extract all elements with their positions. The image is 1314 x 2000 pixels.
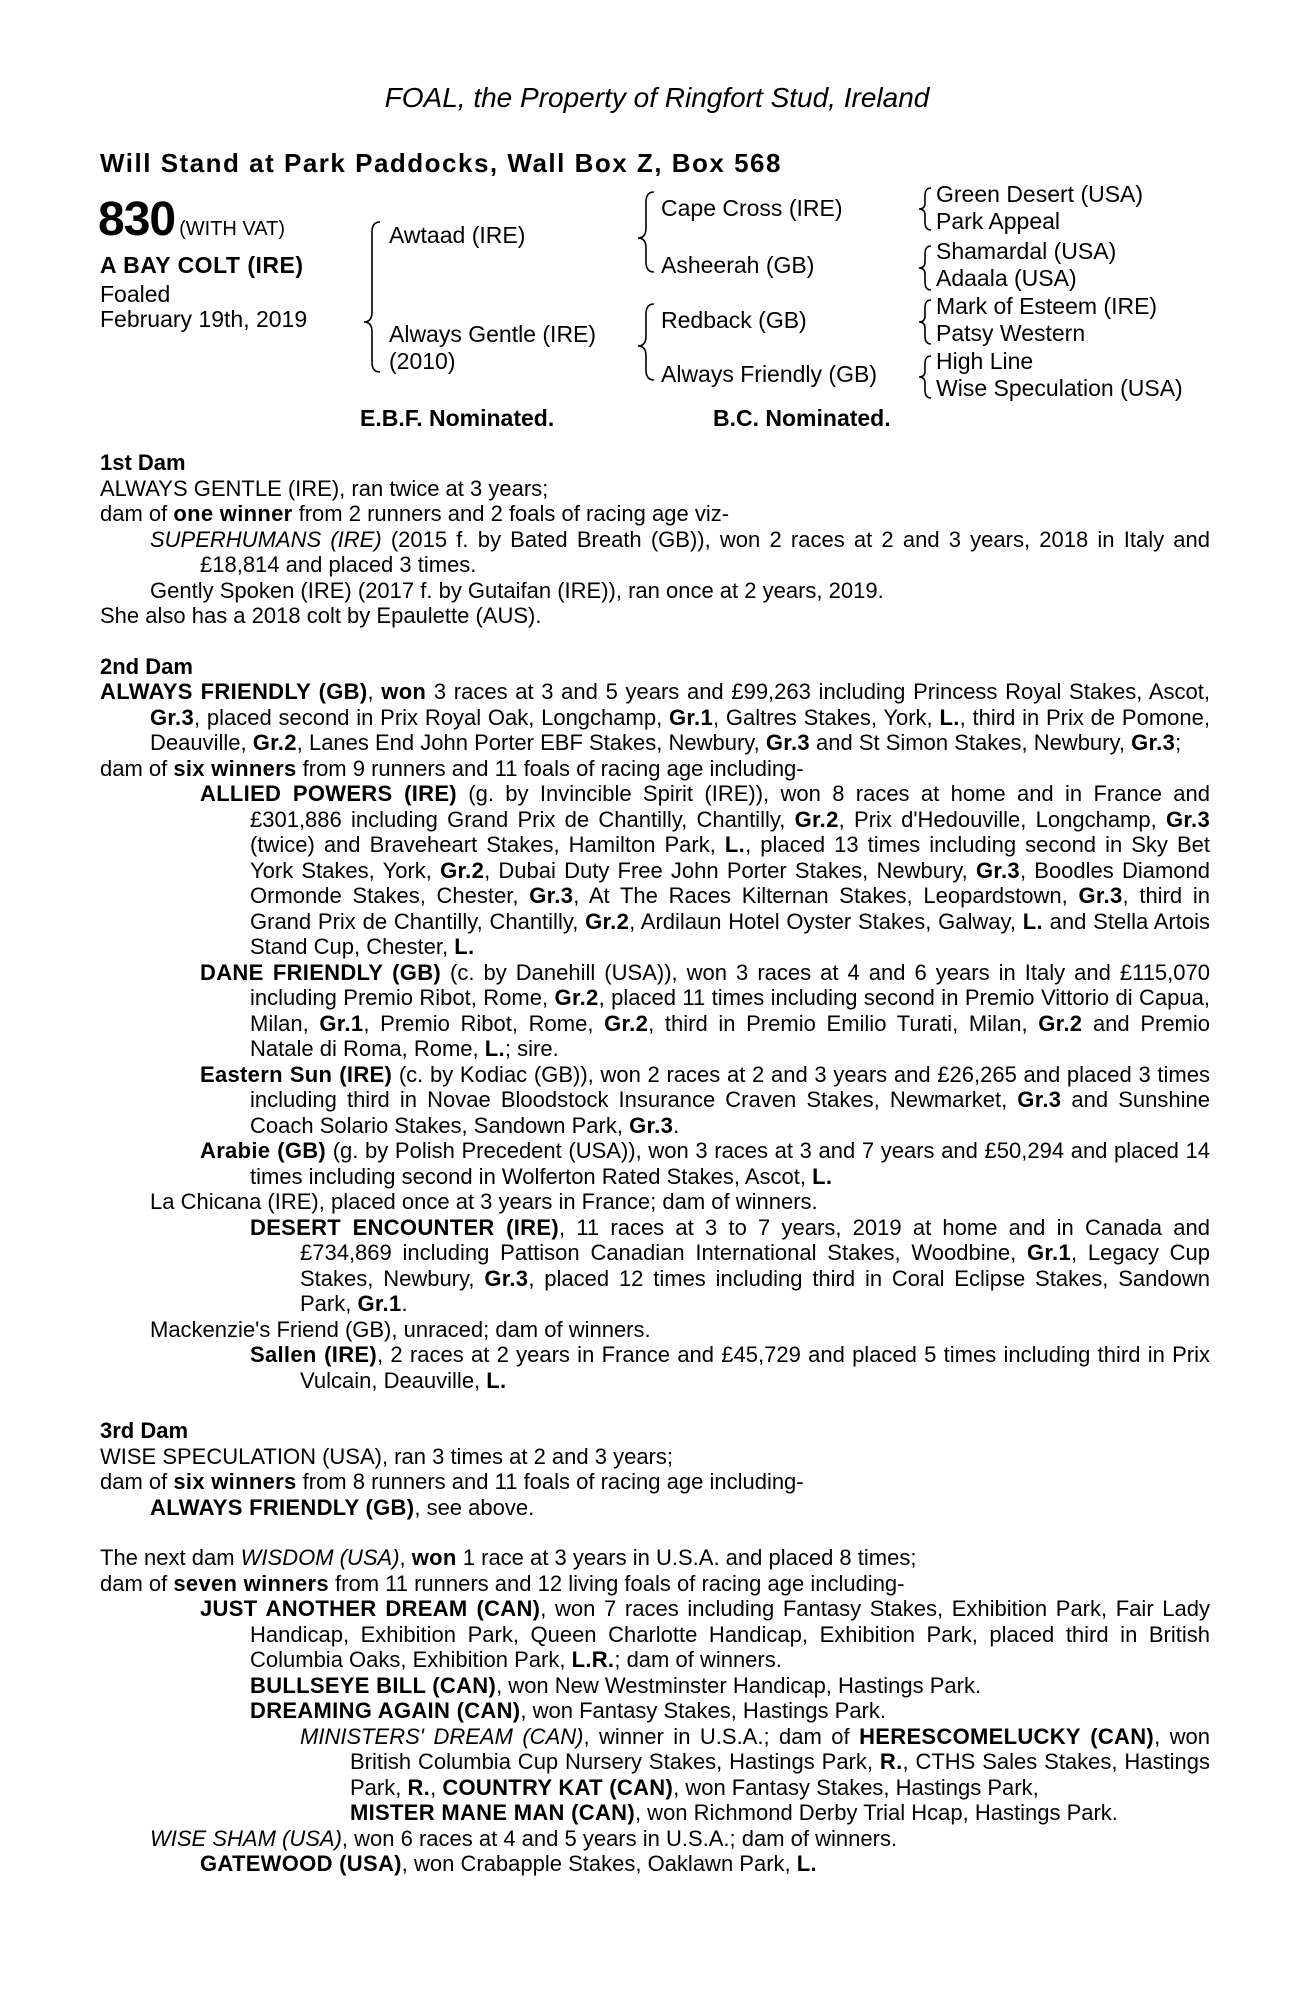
pedigree-dam-dam: Always Friendly (GB) bbox=[661, 361, 877, 387]
pedigree-g3-3: Shamardal (USA) bbox=[936, 238, 1117, 264]
produce-gently-spoken: Gently Spoken (IRE) (2017 f. by Gutaifan (IRE)), ran once at 2 years, 2019. bbox=[150, 577, 884, 603]
foaled-label: Foaled bbox=[100, 281, 171, 307]
pedigree-sire: Awtaad (IRE) bbox=[389, 222, 526, 248]
dam-details bbox=[100, 450, 1210, 1877]
third-dam-always-friendly: ALWAYS FRIENDLY (GB), see above. bbox=[150, 1494, 535, 1520]
pedigree-sire-dam: Asheerah (GB) bbox=[661, 252, 815, 278]
foaled-date: February 19th, 2019 bbox=[100, 306, 308, 332]
pedigree-g3-4: Adaala (USA) bbox=[936, 265, 1077, 291]
produce-wise-sham: WISE SHAM (USA), won 6 races at 4 and 5 years in U.S.A.; dam of winners. bbox=[150, 1825, 898, 1851]
pedigree-g3-7: High Line bbox=[936, 348, 1034, 374]
produce-bullseye-bill: BULLSEYE BILL (CAN), won New Westminster Handicap, Hastings Park. bbox=[250, 1672, 982, 1698]
pedigree-dam: Always Gentle (IRE) bbox=[389, 321, 597, 347]
pedigree-g3-1: Green Desert (USA) bbox=[936, 181, 1144, 207]
first-dam-heading: 1st Dam bbox=[100, 450, 186, 475]
produce-allied-powers: ALLIED POWERS (IRE) (g. by Invincible Spirit (IRE)), won 8 races at home and in France and £301,886 including Grand Prix de Chantilly, Chantilly, Gr.2, Prix d'Hedouville, Longchamp, Gr.3 (twice) and Braveheart Stakes, Hamilton Park, L., placed 13 times including second in Sky Bet York Stakes, York, Gr.2, Dubai Duty Free John Porter Stakes, Newbury, Gr.3, Boodles Diamond Ormonde Stakes, Chester, Gr.3, At The Races Kilternan Stakes, Leopardstown, Gr.3, third in Grand Prix de Chantilly, Chantilly, Gr.2, Ardilaun Hotel Oyster Stakes, Galway, L. and Stella Artois Stand Cup, Chester, L. bbox=[200, 781, 1211, 959]
produce-arabie: Arabie (GB) (g. by Polish Precedent (USA)), won 3 races at 3 and 7 years and £50,294 and placed 14 times including second in Wolferton Rated Stakes, Ascot, L. bbox=[200, 1138, 1210, 1189]
pedigree-g3-6: Patsy Western bbox=[936, 320, 1086, 346]
stand-location: Will Stand at Park Paddocks, Wall Box Z, Box 568 bbox=[100, 148, 782, 178]
second-dam-heading: 2nd Dam bbox=[100, 653, 193, 679]
produce-superhumans: SUPERHUMANS (IRE) (2015 f. by Bated Breath (GB)), won 2 races at 2 and 3 years, 2018 in Italy and £18,814 and placed 3 times. bbox=[150, 526, 1210, 577]
second-dam-record: ALWAYS FRIENDLY (GB), won 3 races at 3 and 5 years and £99,263 including Princess Royal Stakes, Ascot, Gr.3, placed second in Prix Royal Oak, Longchamp, Gr.1, Galtres Stakes, York, L., third in Prix de Pomone, Deauville, Gr.2, Lanes End John Porter EBF Stakes, Newbury, Gr.3 and St Simon Stakes, Newbury, Gr.3; bbox=[100, 679, 1211, 755]
pedigree-sire-sire: Cape Cross (IRE) bbox=[661, 195, 843, 221]
produce-eastern-sun: Eastern Sun (IRE) (c. by Kodiac (GB)), won 2 races at 2 and 3 years and £26,265 and placed 3 times including third in Novae Bloodstock Insurance Craven Stakes, Newmarket, Gr.3 and Sunshine Coach Solario Stakes, Sandown Park, Gr.3. bbox=[200, 1061, 1210, 1138]
pedigree-dam-year: (2010) bbox=[389, 348, 456, 374]
produce-dreaming-again: DREAMING AGAIN (CAN), won Fantasy Stakes, Hastings Park. bbox=[250, 1698, 886, 1723]
produce-sallen: Sallen (IRE), 2 races at 2 years in France and £45,729 and placed 5 times including third in Prix Vulcain, Deauville, L. bbox=[250, 1342, 1210, 1393]
third-dam-produce: dam of six winners from 8 runners and 11 foals of racing age including- bbox=[100, 1469, 804, 1494]
catalogue-title: FOAL, the Property of Ringfort Stud, Ireland bbox=[384, 82, 930, 113]
produce-la-chicana: La Chicana (IRE), placed once at 3 years in France; dam of winners. bbox=[150, 1189, 818, 1214]
pedigree-braces bbox=[0, 0, 1314, 430]
colt-name: A BAY COLT (IRE) bbox=[100, 252, 304, 278]
second-dam-produce: dam of six winners from 9 runners and 11 foals of racing age including- bbox=[100, 755, 804, 781]
first-dam-produce: dam of one winner from 2 runners and 2 foals of racing age viz- bbox=[100, 501, 730, 526]
pedigree-g3-2: Park Appeal bbox=[936, 208, 1061, 234]
produce-mister-mane-man: MISTER MANE MAN (CAN), won Richmond Derby Trial Hcap, Hastings Park. bbox=[350, 1800, 1118, 1825]
pedigree-g3-5: Mark of Esteem (IRE) bbox=[936, 293, 1158, 319]
lot-number: 830 bbox=[98, 193, 176, 246]
produce-just-another-dream: JUST ANOTHER DREAM (CAN), won 7 races including Fantasy Stakes, Exhibition Park, Fair Lady Handicap, Exhibition Park, Queen Charlotte Handicap, Exhibition Park, placed third in British Columbia Oaks, Exhibition Park, L.R.; dam of winners. bbox=[200, 1596, 1210, 1672]
pedigree-g3-8: Wise Speculation (USA) bbox=[936, 375, 1183, 401]
ebf-nominated: E.B.F. Nominated. bbox=[360, 405, 555, 431]
produce-desert-encounter: DESERT ENCOUNTER (IRE), 11 races at 3 to 7 years, 2019 at home and in Canada and £734,869 including Pattison Canadian International Stakes, Woodbine, Gr.1, Legacy Cup Stakes, Newbury, Gr.3, placed 12 times including third in Coral Eclipse Stakes, Sandown Park, Gr.1. bbox=[250, 1214, 1210, 1316]
first-dam-note: She also has a 2018 colt by Epaulette (AUS). bbox=[100, 603, 542, 628]
produce-ministers-dream: MINISTERS' DREAM (CAN), winner in U.S.A.; dam of HERESCOMELUCKY (CAN), won British Columbia Cup Nursery Stakes, Hastings Park, R., CTHS Sales Stakes, Hastings Park, R., COUNTRY KAT (CAN), won Fantasy Stakes, Hastings Park, bbox=[300, 1723, 1210, 1800]
produce-dane-friendly: DANE FRIENDLY (GB) (c. by Danehill (USA)), won 3 races at 4 and 6 years in Italy and £115,070 including Premio Ribot, Rome, Gr.2, placed 11 times including second in Premio Vittorio di Capua, Milan, Gr.1, Premio Ribot, Rome, Gr.2, third in Premio Emilio Turati, Milan, Gr.2 and Premio Natale di Roma, Rome, L.; sire. bbox=[200, 959, 1211, 1061]
next-dam-line: The next dam WISDOM (USA), won 1 race at 3 years in U.S.A. and placed 8 times; bbox=[100, 1545, 917, 1570]
pedigree-dam-sire: Redback (GB) bbox=[661, 307, 807, 333]
vat-note: (WITH VAT) bbox=[179, 218, 285, 240]
produce-gatewood: GATEWOOD (USA), won Crabapple Stakes, Oaklawn Park, L. bbox=[200, 1851, 817, 1876]
first-dam-line: ALWAYS GENTLE (IRE), ran twice at 3 years; bbox=[100, 475, 549, 501]
produce-mackenzies-friend: Mackenzie's Friend (GB), unraced; dam of winners. bbox=[150, 1316, 651, 1342]
third-dam-line: WISE SPECULATION (USA), ran 3 times at 2 and 3 years; bbox=[100, 1443, 673, 1469]
bc-nominated: B.C. Nominated. bbox=[713, 405, 891, 431]
third-dam-heading: 3rd Dam bbox=[100, 1418, 189, 1443]
next-dam-produce: dam of seven winners from 11 runners and 12 living foals of racing age including- bbox=[100, 1570, 905, 1596]
